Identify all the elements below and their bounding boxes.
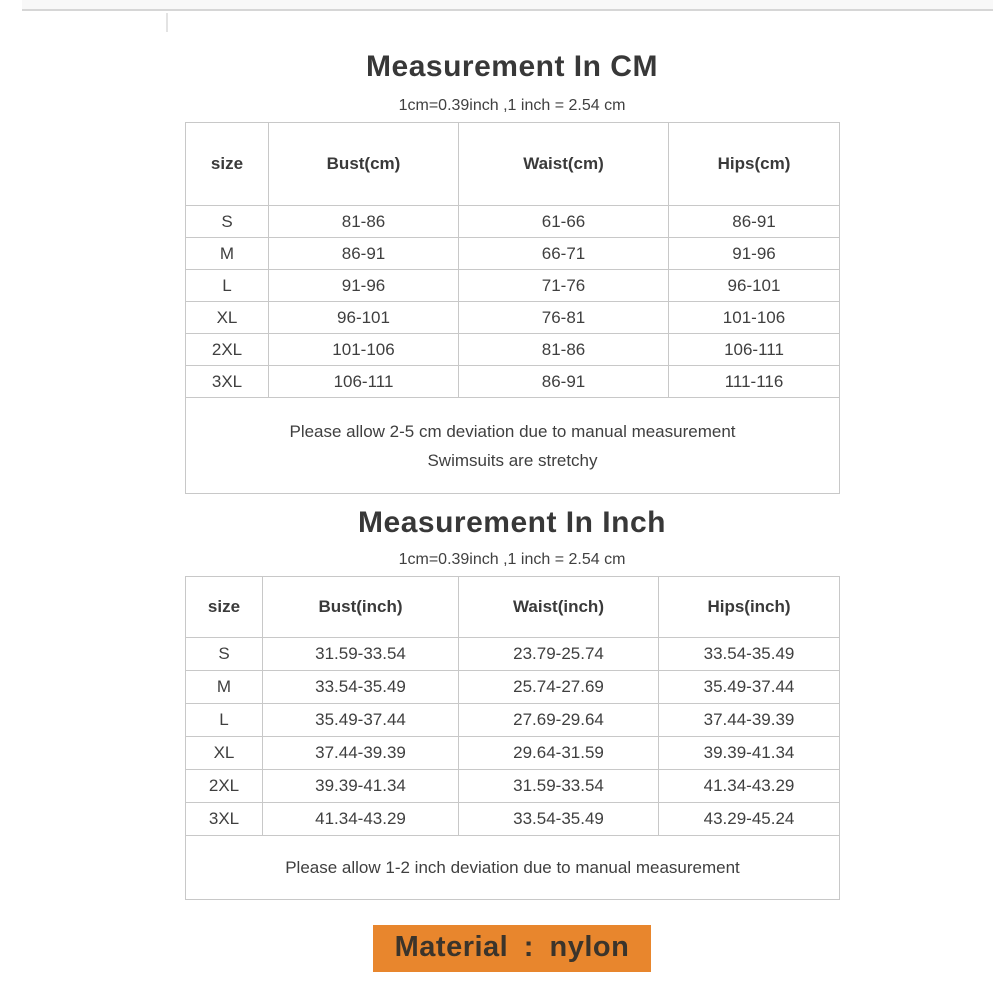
table-header-row [186, 577, 840, 638]
size-cell: 3XL [186, 366, 269, 398]
cm-section-title: Measurement In CM [366, 50, 658, 83]
measurement-table-inch [185, 576, 840, 900]
column-header-size: size [186, 123, 269, 206]
hips-cell: 33.54-35.49 [659, 638, 840, 671]
hips-cell: 43.29-45.24 [659, 803, 840, 836]
deviation-note-inch [186, 836, 840, 900]
table-row [186, 238, 840, 270]
table-note-row [186, 836, 840, 900]
waist-cell: 29.64-31.59 [459, 737, 659, 770]
table-note-row [186, 398, 840, 494]
inch-conversion-note: 1cm=0.39inch ,1 inch = 2.54 cm [398, 551, 626, 568]
stretchy-note-line: Swimsuits are stretchy [427, 450, 598, 470]
table-row [186, 770, 840, 803]
deviation-note-cm [186, 398, 840, 494]
waist-cell: 25.74-27.69 [459, 671, 659, 704]
waist-cell: 23.79-25.74 [459, 638, 659, 671]
bust-cell: 91-96 [269, 270, 459, 302]
table-row [186, 206, 840, 238]
waist-cell: 76-81 [459, 302, 669, 334]
hips-cell: 106-111 [669, 334, 840, 366]
hips-cell: 86-91 [669, 206, 840, 238]
waist-cell: 66-71 [459, 238, 669, 270]
waist-cell: 33.54-35.49 [459, 803, 659, 836]
waist-cell: 61-66 [459, 206, 669, 238]
material-highlight: Material : nylon [373, 925, 652, 972]
material-section [185, 925, 839, 972]
deviation-note-line: Please allow 1-2 inch deviation due to manual measurement [285, 858, 740, 877]
table-row [186, 638, 840, 671]
table-row [186, 803, 840, 836]
bust-cell: 41.34-43.29 [263, 803, 459, 836]
hips-cell: 35.49-37.44 [659, 671, 840, 704]
hips-cell: 111-116 [669, 366, 840, 398]
waist-cell: 86-91 [459, 366, 669, 398]
hips-cell: 96-101 [669, 270, 840, 302]
bust-cell: 81-86 [269, 206, 459, 238]
table-row [186, 366, 840, 398]
column-header-hips: Hips(inch) [659, 577, 840, 638]
bust-cell: 86-91 [269, 238, 459, 270]
hips-cell: 101-106 [669, 302, 840, 334]
column-header-waist: Waist(inch) [459, 577, 659, 638]
size-chart-content [185, 0, 839, 972]
column-header-hips: Hips(cm) [669, 123, 840, 206]
size-cell: 2XL [186, 334, 269, 366]
waist-cell: 71-76 [459, 270, 669, 302]
table-row [186, 671, 840, 704]
cm-conversion-note: 1cm=0.39inch ,1 inch = 2.54 cm [398, 97, 626, 114]
table-row [186, 704, 840, 737]
table-header-row [186, 123, 840, 206]
bust-cell: 39.39-41.34 [263, 770, 459, 803]
waist-cell: 81-86 [459, 334, 669, 366]
bust-cell: 33.54-35.49 [263, 671, 459, 704]
hips-cell: 41.34-43.29 [659, 770, 840, 803]
size-cell: 2XL [186, 770, 263, 803]
table-row [186, 334, 840, 366]
waist-cell: 27.69-29.64 [459, 704, 659, 737]
size-cell: L [186, 704, 263, 737]
bust-cell: 31.59-33.54 [263, 638, 459, 671]
hips-cell: 91-96 [669, 238, 840, 270]
waist-cell: 31.59-33.54 [459, 770, 659, 803]
size-cell: S [186, 638, 263, 671]
column-header-size: size [186, 577, 263, 638]
bust-cell: 37.44-39.39 [263, 737, 459, 770]
bust-cell: 106-111 [269, 366, 459, 398]
table-row [186, 270, 840, 302]
inch-section-title: Measurement In Inch [358, 506, 666, 539]
bust-cell: 96-101 [269, 302, 459, 334]
size-cell: L [186, 270, 269, 302]
cropped-table-divider [166, 13, 168, 32]
deviation-note-line: Please allow 2-5 cm deviation due to manual measurement [289, 421, 736, 441]
column-header-bust: Bust(inch) [263, 577, 459, 638]
measurement-table-cm [185, 122, 840, 494]
table-row [186, 737, 840, 770]
size-cell: M [186, 238, 269, 270]
size-cell: XL [186, 737, 263, 770]
size-cell: XL [186, 302, 269, 334]
bust-cell: 101-106 [269, 334, 459, 366]
column-header-bust: Bust(cm) [269, 123, 459, 206]
size-cell: 3XL [186, 803, 263, 836]
size-cell: M [186, 671, 263, 704]
hips-cell: 37.44-39.39 [659, 704, 840, 737]
size-cell: S [186, 206, 269, 238]
table-row [186, 302, 840, 334]
hips-cell: 39.39-41.34 [659, 737, 840, 770]
column-header-waist: Waist(cm) [459, 123, 669, 206]
bust-cell: 35.49-37.44 [263, 704, 459, 737]
